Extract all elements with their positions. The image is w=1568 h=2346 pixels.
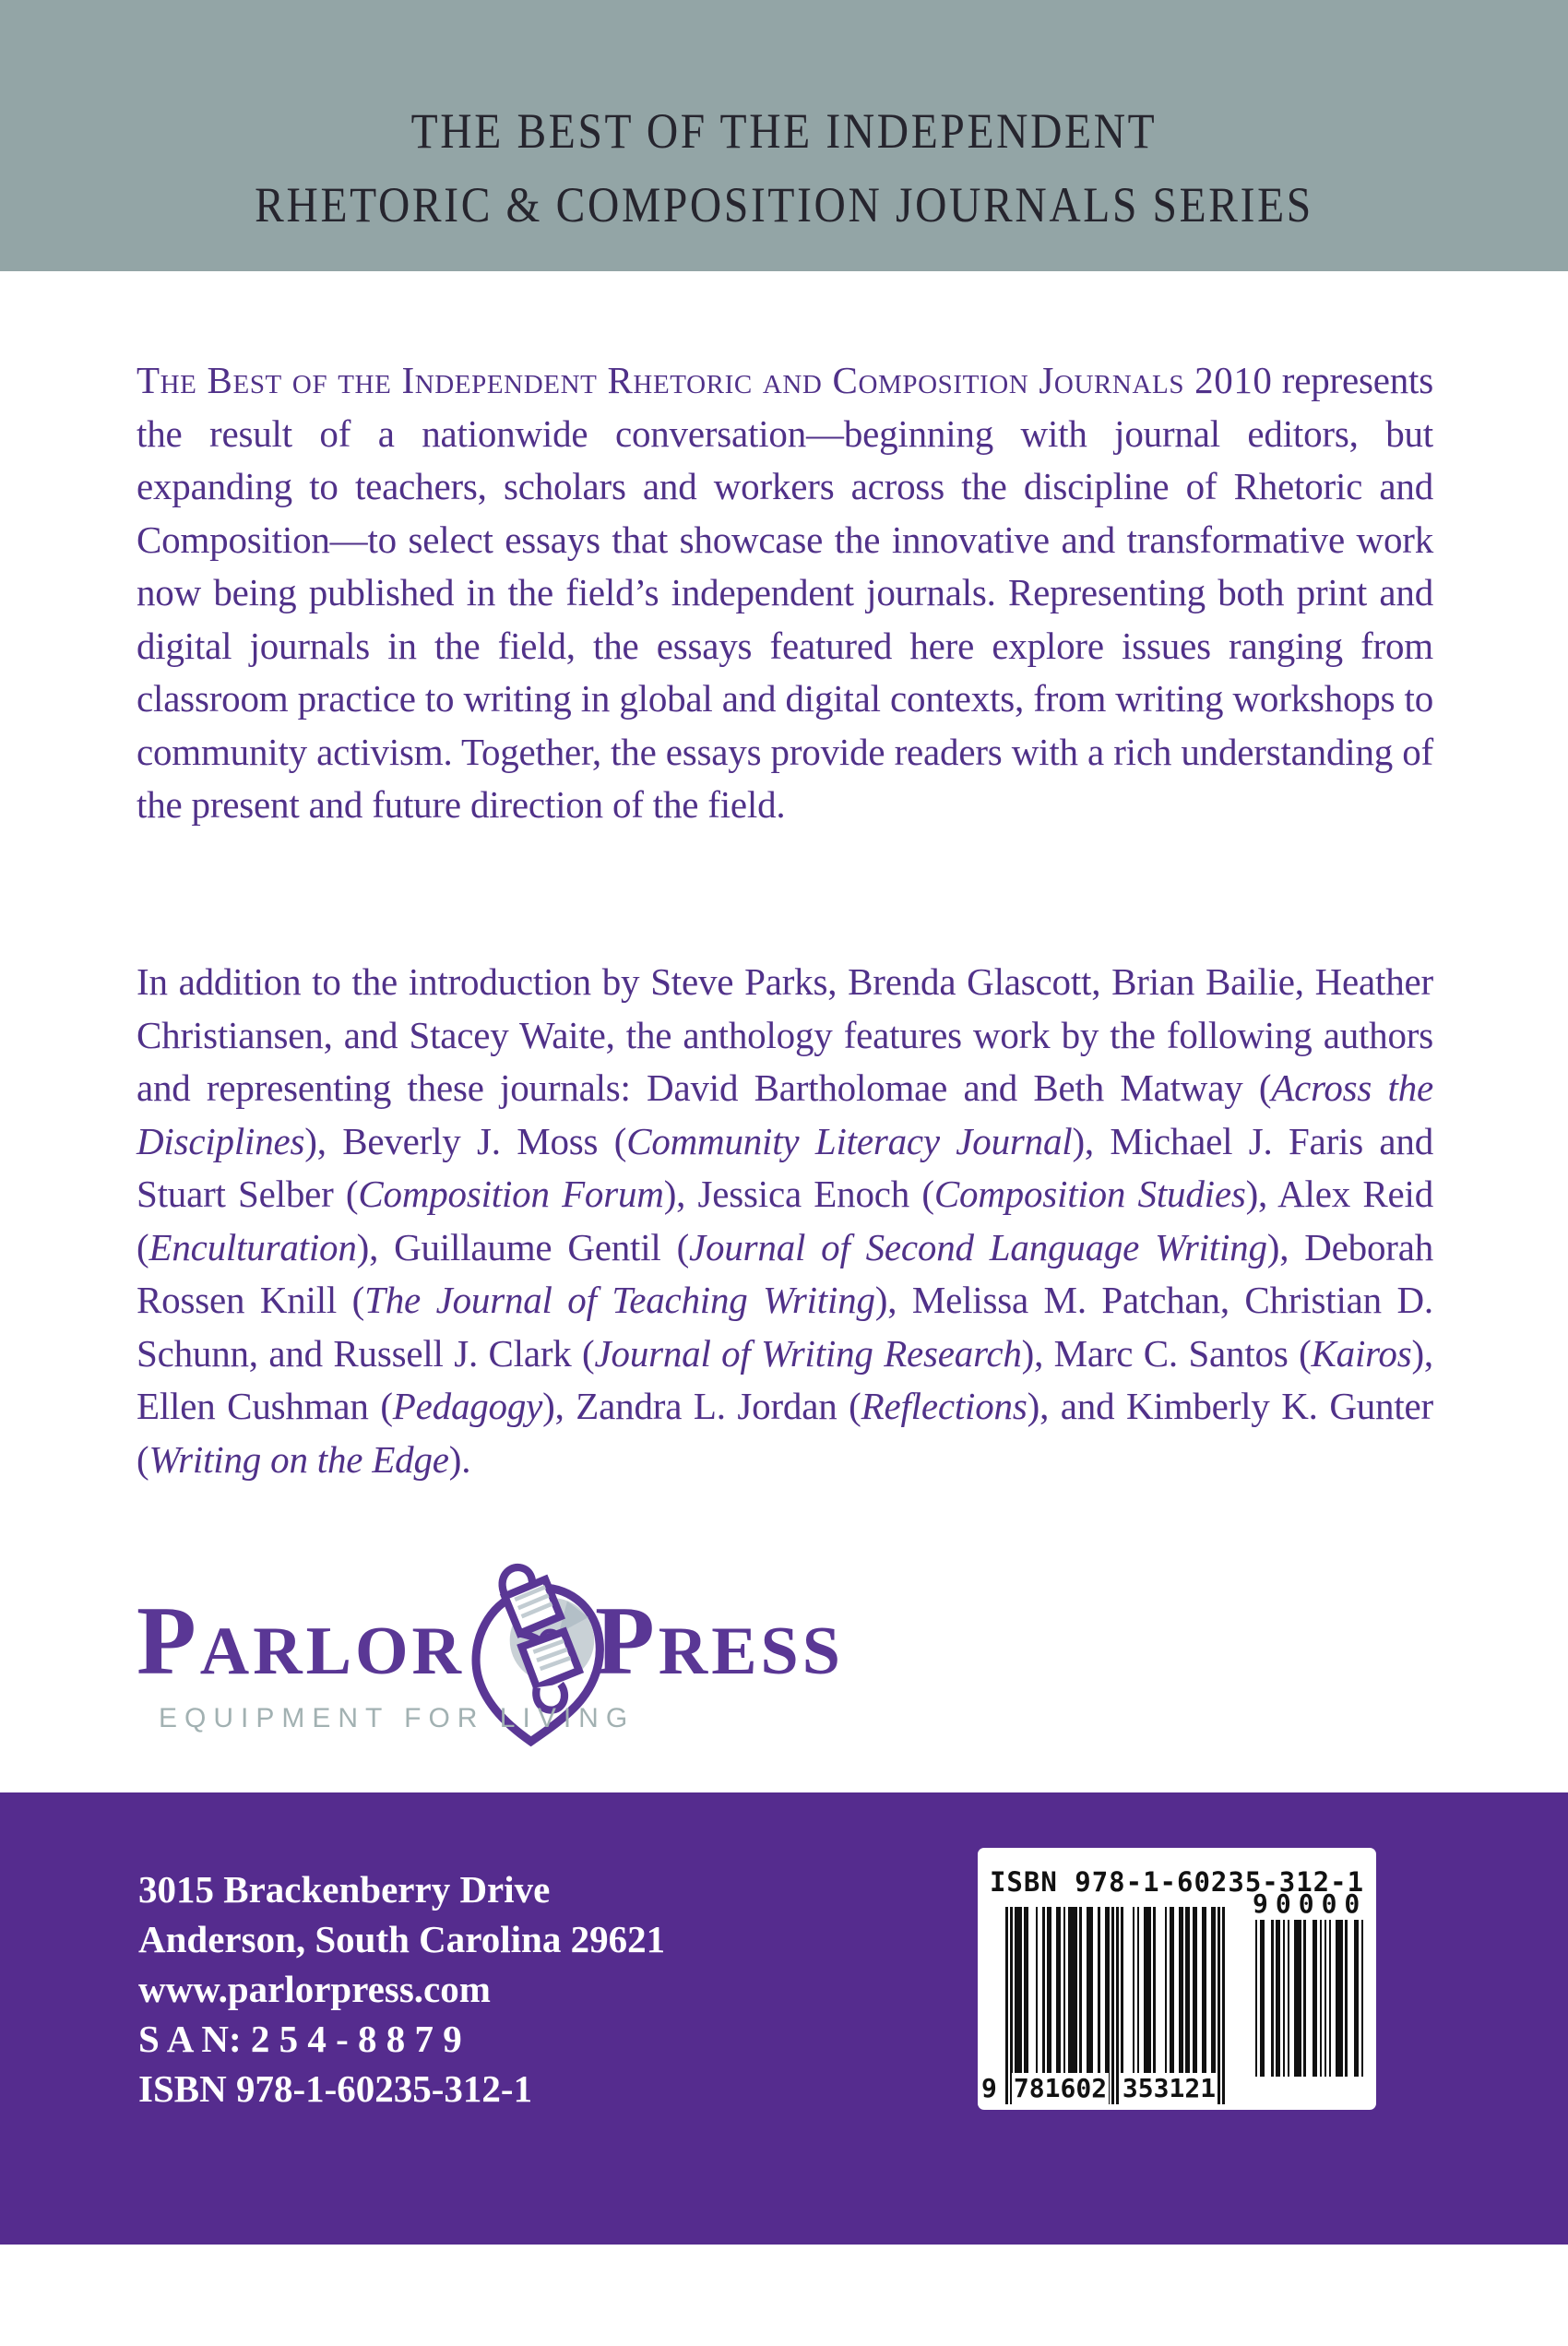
- barcode-digit-group2: 353121: [1122, 2073, 1217, 2103]
- logo-word-press: Press: [595, 1587, 844, 1695]
- logo-word-parlor: Parlor: [137, 1587, 465, 1695]
- barcode-addon-symbol: [1253, 1888, 1368, 2077]
- logo-tagline: EQUIPMENT FOR LIVING: [159, 1703, 636, 1733]
- barcode-addon-bars: [1253, 1920, 1363, 2077]
- publisher-isbn: ISBN 978-1-60235-312-1: [138, 2067, 533, 2110]
- address-line1: 3015 Brackenberry Drive: [138, 1868, 551, 1911]
- barcode-digit-lead: 9: [981, 2073, 997, 2103]
- barcode-main-symbol: [981, 1907, 1225, 2104]
- publisher-address-block: [138, 1864, 665, 2114]
- barcode-price-code: 90000: [1253, 1888, 1368, 1919]
- blurb-paragraph-1: The Best of the Independent Rhetoric and Composition Journals 2010 represents the result of a nationwide conversation—beginning with journal editors, but expanding to teachers, scholars and workers across the discipline of Rhetoric and Composition—to select essays that showcase the innovative and transformative work now being published in the field’s independent journals. Representing both print and digital journals in the field, the essays featured here explore issues ranging from classroom practice to writing in global and digital contexts, from writing workshops to community activism. Together, the essays provide readers with a rich understanding of the present and future direction of the field.: [137, 359, 1433, 826]
- publisher-website: www.parlorpress.com: [138, 1968, 491, 2010]
- publisher-footer-band: [0, 1792, 1568, 2245]
- series-title-line1: THE BEST OF THE INDEPENDENT: [410, 103, 1158, 159]
- barcode-digit-group1: 781602: [1013, 2073, 1108, 2103]
- address-line2: Anderson, South Carolina 29621: [138, 1918, 666, 1960]
- series-title-line2: RHETORIC & COMPOSITION JOURNALS SERIES: [255, 177, 1313, 232]
- blurb-paragraph-2: In addition to the introduction by Steve Parks, Brenda Glascott, Brian Bailie, Heather Christiansen, and Stacey Waite, the anthology features work by the following authors and representing these journals: David Bartholomae and Beth Matway (Across the Disciplines), Beverly J. Moss (Community Literacy Journal), Michael J. Faris and Stuart Selber (Composition Forum), Jessica Enoch (Composition Studies), Alex Reid (Enculturation), Guillaume Gentil (Journal of Second Language Writing), Deborah Rossen Knill (The Journal of Teaching Writing), Melissa M. Patchan, Christian D. Schunn, and Russell J. Clark (Journal of Writing Research), Marc C. Santos (Kairos), Ellen Cushman (Pedagogy), Zandra L. Jordan (Reflections), and Kimberly K. Gunter (Writing on the Edge).: [137, 960, 1433, 1481]
- barcode-isbn-text: ISBN 978-1-60235-312-1: [989, 1866, 1365, 1898]
- series-header-band: [0, 0, 1568, 271]
- publisher-san: S A N: 2 5 4 - 8 8 7 9: [138, 2018, 462, 2060]
- isbn-barcode: [978, 1848, 1376, 2110]
